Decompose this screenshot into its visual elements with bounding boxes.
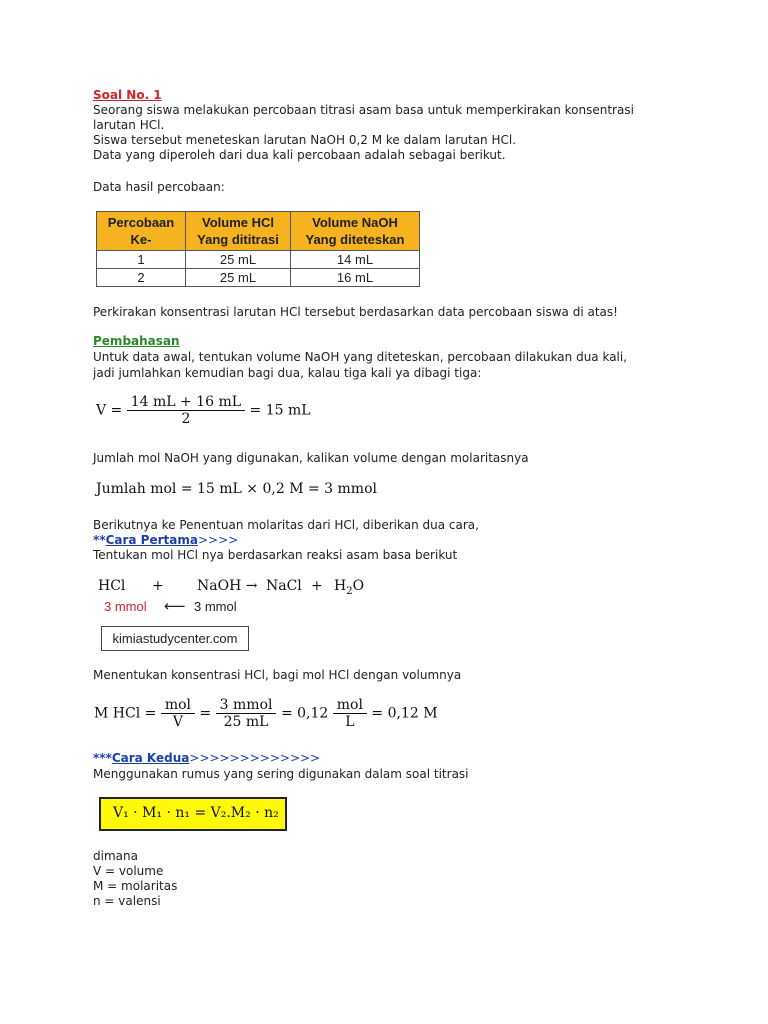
hcl-mol-value: 3 mmol <box>104 599 147 614</box>
cara-arrows: >>>>>>>>>>>>> <box>189 751 321 765</box>
question-line-1: Seorang siswa melakukan percobaan titrasi asam basa untuk memperkirakan konsentrasi <box>93 103 634 117</box>
question-line-4: Data yang diperoleh dari dua kali percobaan adalah sebagai berikut. <box>93 148 506 162</box>
fraction <box>161 697 195 730</box>
header-line: Yang dititrasi <box>197 232 279 247</box>
h2o-o: O <box>352 578 365 594</box>
table-cell: 1 <box>97 251 186 269</box>
fraction-denominator: 25 mL <box>223 714 269 730</box>
left-arrow-icon: ⟵ <box>164 597 186 615</box>
eq-rhs: = 15 mL <box>249 402 311 419</box>
equals-sign: = <box>199 705 212 722</box>
pembahasan-title: Pembahasan <box>93 334 180 348</box>
cara-pertama-text: Tentukan mol HCl nya berdasarkan reaksi asam basa berikut <box>93 548 458 562</box>
h2o-h: H <box>334 578 347 594</box>
question-line-2: larutan HCl. <box>93 118 165 132</box>
legend-volume: V = volume <box>93 864 164 878</box>
eq-lhs: M HCl = <box>94 705 157 722</box>
next-text: Berikutnya ke Penentuan molaritas dari HCl, diberikan dua cara, <box>93 518 479 532</box>
equation-volume <box>96 394 311 427</box>
question-line-3: Siswa tersebut meneteskan larutan NaOH 0,2 M ke dalam larutan HCl. <box>93 133 517 147</box>
table-row <box>97 269 420 287</box>
fraction-denominator: L <box>345 714 355 730</box>
cara-kedua-heading <box>93 751 320 766</box>
soal-title: Soal No. 1 <box>93 88 162 102</box>
eq-rhs: = 0,12 M <box>371 705 438 722</box>
header-line: Percobaan <box>107 215 175 230</box>
data-table <box>96 211 420 287</box>
header-line: Yang diteteskan <box>305 232 405 247</box>
table-cell: 14 mL <box>291 251 420 269</box>
cara-kedua-link[interactable]: Cara Kedua <box>111 751 190 765</box>
data-label: Data hasil percobaan: <box>93 180 225 194</box>
eq-middle: = 0,12 <box>280 705 329 722</box>
fraction-numerator: 14 mL + 16 mL <box>127 394 245 411</box>
cara-kedua-text: Menggunakan rumus yang sering digunakan dalam soal titrasi <box>93 767 469 781</box>
fraction-denominator: V <box>172 714 183 730</box>
fraction-denominator: 2 <box>181 411 191 427</box>
fraction <box>216 697 277 730</box>
pembahasan-line-1: Untuk data awal, tentukan volume NaOH yang diteteskan, percobaan dilakukan dua kali, <box>93 350 628 364</box>
dimana-line: dimana <box>93 849 138 863</box>
equation-mol: Jumlah mol = 15 mL × 0,2 M = 3 mmol <box>96 481 377 497</box>
table-header-row <box>97 212 420 251</box>
legend-molaritas: M = molaritas <box>93 879 178 893</box>
table-cell: 25 mL <box>186 269 291 287</box>
table-header <box>186 212 291 251</box>
fraction-numerator: mol <box>161 697 195 714</box>
h2o-subscript: 2 <box>346 585 353 597</box>
site-watermark-box <box>101 626 249 651</box>
titration-formula-box <box>99 797 287 831</box>
cara-arrows: >>>> <box>197 533 239 547</box>
mol-text: Jumlah mol NaOH yang digunakan, kalikan volume dengan molaritasnya <box>93 451 529 465</box>
cara-pertama-heading <box>93 533 238 548</box>
fraction-numerator: mol <box>333 697 367 714</box>
fraction <box>127 394 245 427</box>
reaction-plus-1: + <box>152 578 164 594</box>
eq-lhs: V = <box>96 402 123 419</box>
table-cell: 16 mL <box>291 269 420 287</box>
fraction <box>333 697 367 730</box>
legend-valensi: n = valensi <box>93 894 161 908</box>
table-header <box>97 212 186 251</box>
header-line: Ke- <box>130 232 152 247</box>
fraction-numerator: 3 mmol <box>216 697 277 714</box>
ask-text: Perkirakan konsentrasi larutan HCl tersebut berdasarkan data percobaan siswa di atas! <box>93 305 618 319</box>
konsentrasi-text: Menentukan konsentrasi HCl, bagi mol HCl dengan volumnya <box>93 668 462 682</box>
reaction-nacl: NaCl <box>266 578 302 594</box>
site-name: kimiastudycenter.com <box>112 631 238 646</box>
table-cell: 2 <box>97 269 186 287</box>
reaction-h2o <box>334 578 364 597</box>
reaction-naoh: NaOH → <box>197 578 258 594</box>
cara-stars: ** <box>93 533 106 547</box>
table-row <box>97 251 420 269</box>
cara-stars: *** <box>93 751 112 765</box>
header-line: Volume NaOH <box>312 215 398 230</box>
naoh-mol-value: 3 mmol <box>194 599 237 614</box>
titration-formula: V₁ · M₁ · n₁ = V₂.M₂ · n₂ <box>113 805 279 821</box>
header-line: Volume HCl <box>202 215 274 230</box>
reaction-plus-2: + <box>311 578 323 594</box>
table-header <box>291 212 420 251</box>
reaction-hcl: HCl <box>98 578 126 594</box>
equation-molarity <box>94 697 438 730</box>
cara-pertama-link[interactable]: Cara Pertama <box>105 533 198 547</box>
table-cell: 25 mL <box>186 251 291 269</box>
pembahasan-line-2: jadi jumlahkan kemudian bagi dua, kalau tiga kali ya dibagi tiga: <box>93 366 482 380</box>
